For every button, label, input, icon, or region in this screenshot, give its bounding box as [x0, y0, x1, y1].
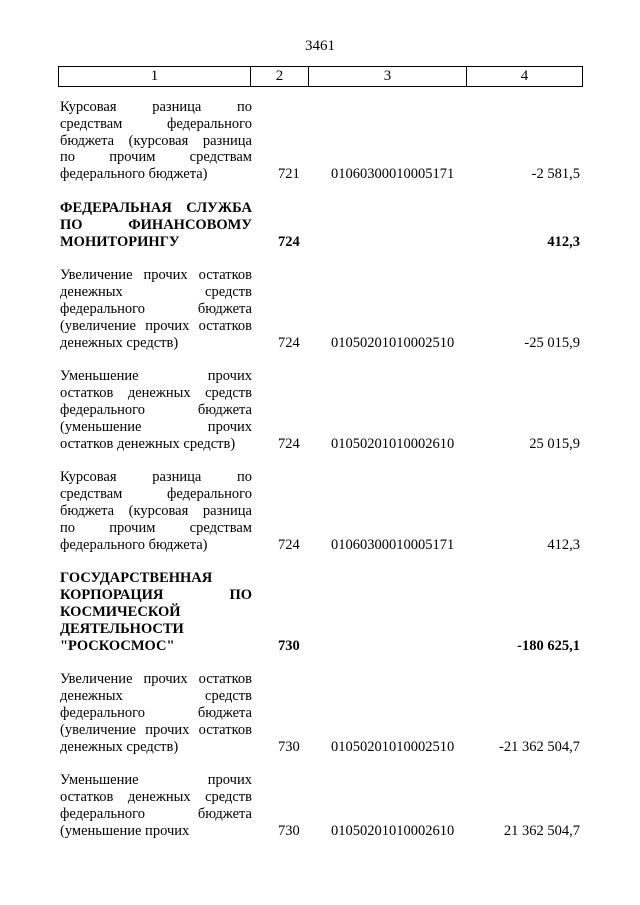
table-body [60, 99, 580, 856]
row-description [60, 772, 252, 839]
budget-classification-code: 01050201010002610 [331, 435, 455, 452]
column-header-4: 4 [467, 67, 583, 87]
description-line: остатков денежных средств [60, 789, 252, 806]
description-line: по прочим средствам [60, 519, 252, 536]
budget-classification-code: 01050201010002510 [331, 738, 455, 755]
description-line: федерального бюджета [60, 300, 252, 317]
admin-code: 724 [278, 536, 300, 553]
admin-code: 724 [278, 435, 300, 452]
admin-code: 724 [278, 233, 300, 250]
description-line: МОНИТОРИНГУ [60, 233, 180, 250]
description-line: КОРПОРАЦИЯ ПО [60, 587, 252, 604]
column-header-1: 1 [59, 67, 251, 87]
table-row [60, 368, 580, 452]
page-number: 3461 [305, 38, 335, 54]
description-line: "РОСКОСМОС" [60, 637, 175, 654]
budget-classification-code: 01050201010002510 [331, 334, 455, 351]
amount-value: 412,3 [547, 536, 580, 553]
description-line: Увеличение прочих остатков [60, 671, 252, 688]
table-row [60, 570, 580, 654]
table-row [60, 469, 580, 553]
description-line: КОСМИЧЕСКОЙ [60, 603, 181, 620]
description-line: ПО ФИНАНСОВОМУ [60, 216, 252, 233]
admin-code: 721 [278, 166, 300, 183]
amount-value: 412,3 [547, 233, 580, 250]
description-line: Курсовая разница по [60, 99, 252, 115]
description-line: ДЕЯТЕЛЬНОСТИ [60, 620, 184, 637]
description-line: бюджета (курсовая разница [60, 132, 252, 149]
column-header-3: 3 [309, 67, 467, 87]
description-line: (уменьшение прочих [60, 418, 252, 435]
table-row [60, 267, 580, 351]
description-line: федерального бюджета) [60, 536, 208, 553]
budget-classification-code: 01060300010005171 [331, 536, 455, 553]
amount-value: -21 362 504,7 [499, 738, 580, 755]
description-line: остатков денежных средств) [60, 435, 236, 452]
row-description [60, 469, 252, 553]
description-line: ГОСУДАРСТВЕННАЯ [60, 570, 213, 587]
description-line: бюджета (курсовая разница [60, 502, 252, 519]
description-line: федерального бюджета [60, 805, 252, 822]
admin-code: 724 [278, 334, 300, 351]
description-line: денежных средств) [60, 738, 179, 755]
budget-classification-code: 01060300010005171 [331, 166, 455, 183]
description-line: остатков денежных средств [60, 385, 252, 402]
amount-value: 25 015,9 [529, 435, 580, 452]
description-line: средствам федерального [60, 115, 252, 132]
row-description [60, 368, 252, 452]
description-line: по прочим средствам [60, 149, 252, 166]
row-description [60, 671, 252, 755]
amount-value: -25 015,9 [524, 334, 580, 351]
admin-code: 730 [278, 637, 300, 654]
amount-value: -2 581,5 [531, 166, 580, 183]
description-line: (увеличение прочих остатков [60, 721, 252, 738]
description-line: средствам федерального [60, 486, 252, 503]
description-line: (уменьшение прочих [60, 822, 190, 839]
column-header-table [58, 66, 583, 87]
description-line: Уменьшение прочих [60, 368, 252, 385]
table-row [60, 772, 580, 839]
row-description [60, 267, 252, 351]
amount-value: 21 362 504,7 [503, 822, 580, 839]
description-line: ФЕДЕРАЛЬНАЯ СЛУЖБА [60, 199, 252, 216]
description-line: федерального бюджета) [60, 166, 208, 183]
row-description [60, 99, 252, 183]
organization-name [60, 200, 252, 250]
description-line: Курсовая разница по [60, 469, 252, 486]
table-row [60, 200, 580, 250]
description-line: Уменьшение прочих [60, 772, 252, 789]
description-line: федерального бюджета [60, 401, 252, 418]
description-line: (увеличение прочих остатков [60, 317, 252, 334]
column-header-2: 2 [251, 67, 309, 87]
organization-name [60, 570, 252, 654]
description-line: Увеличение прочих остатков [60, 267, 252, 284]
admin-code: 730 [278, 822, 300, 839]
description-line: денежных средств [60, 688, 252, 705]
budget-classification-code: 01050201010002610 [331, 822, 455, 839]
description-line: денежных средств [60, 284, 252, 301]
description-line: федерального бюджета [60, 704, 252, 721]
table-row [60, 671, 580, 755]
table-row [60, 99, 580, 183]
amount-value: -180 625,1 [517, 637, 580, 654]
description-line: денежных средств) [60, 334, 179, 351]
admin-code: 730 [278, 738, 300, 755]
